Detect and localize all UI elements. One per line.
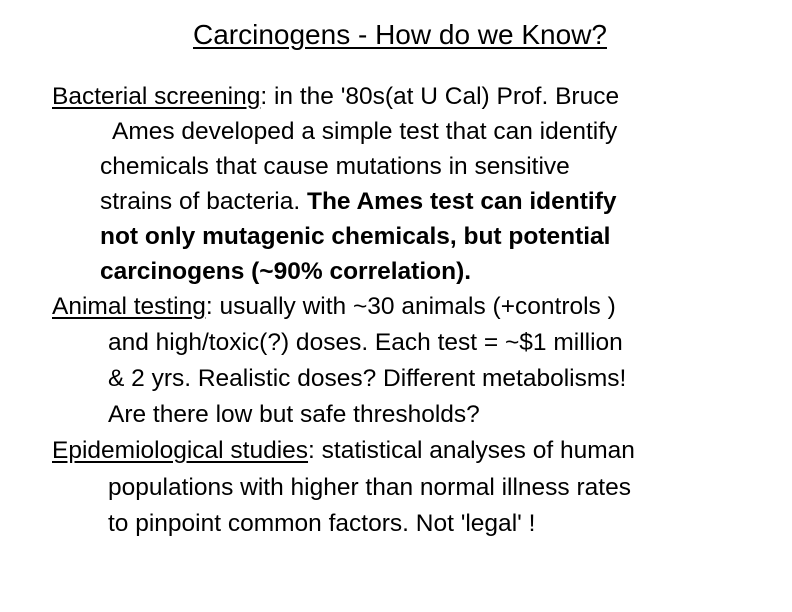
slide-title: Carcinogens - How do we Know? — [193, 19, 607, 50]
animal-line-3: & 2 yrs. Realistic doses? Different metabolisms! — [108, 365, 627, 392]
bacterial-heading: Bacterial screening — [52, 83, 261, 110]
bacterial-line-6: carcinogens (~90% correlation). — [100, 258, 472, 285]
animal-line-2: and high/toxic(?) doses. Each test = ~$1 million — [108, 329, 623, 356]
epidemiological-line-1 — [52, 436, 635, 466]
bacterial-line-3: chemicals that cause mutations in sensitive — [100, 153, 570, 180]
animal-line-4: Are there low but safe thresholds? — [108, 401, 480, 428]
animal-line-1-text: : usually with ~30 animals (+controls ) — [205, 293, 616, 320]
bacterial-line-4-bold: The Ames test can identify — [306, 188, 617, 215]
epidemiological-line-1-text: : statistical analyses of human — [308, 437, 635, 464]
bacterial-line-5: not only mutagenic chemicals, but potential — [100, 223, 611, 250]
epidemiological-heading: Epidemiological studies — [52, 437, 309, 464]
bacterial-line-2: Ames developed a simple test that can identify — [112, 118, 618, 145]
bacterial-line-4-text: strains of bacteria. — [100, 188, 307, 215]
animal-heading: Animal testing — [52, 293, 206, 320]
epidemiological-line-2: populations with higher than normal illness rates — [108, 474, 631, 501]
bacterial-line-1-text: : in the '80s(at U Cal) Prof. Bruce — [260, 83, 620, 110]
bacterial-line-1 — [52, 82, 619, 112]
animal-line-1 — [52, 292, 616, 322]
epidemiological-line-3: to pinpoint common factors. Not 'legal' ! — [108, 510, 536, 537]
bacterial-line-4 — [100, 187, 617, 217]
